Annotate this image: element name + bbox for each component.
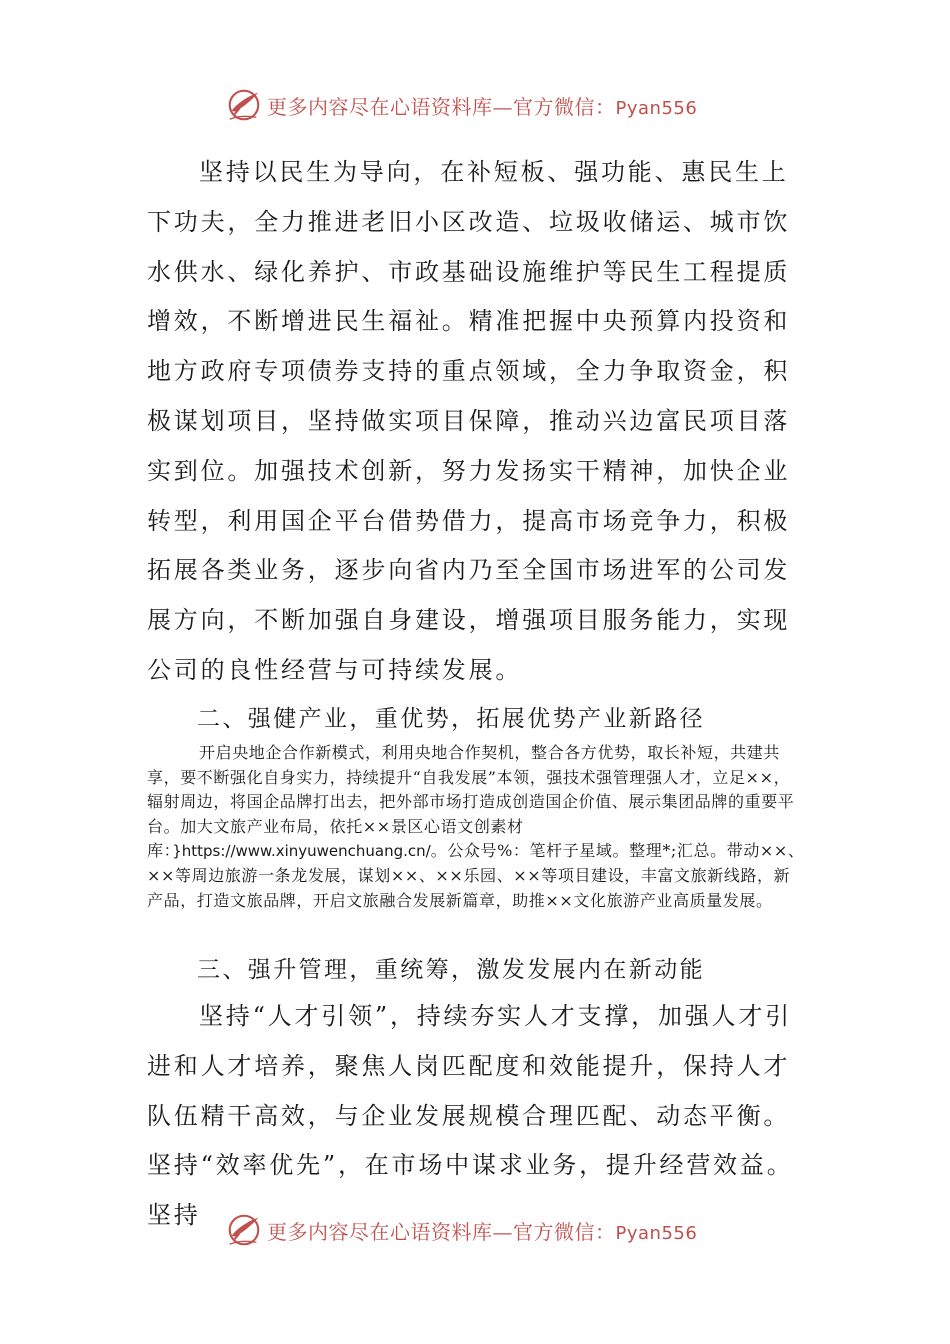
banner-text: 更多内容尽在心语资料库—官方微信：Pyan556 xyxy=(267,94,698,119)
wechat-id: Pyan556 xyxy=(615,1222,698,1244)
paragraph-1: 坚持以民生为导向，在补短板、强功能、惠民生上下功夫，全力推进老旧小区改造、垃圾收储运、城市饮水供水、绿化养护、市政基础设施维护等民生工程提质增效，不断增进民生福祉。精准把握中央预算内投资和地方政府专项债券支持的重点领域，全力争取资金，积极谋划项目，坚持做实项目保障，推动兴边富民项目落实到位。加强技术创新，努力发扬实干精神，加快企业转型，利用国企平台借势借力，提高市场竞争力，积极拓展各类业务，逐步向省内乃至全国市场进军的公司发展方向，不断加强自身建设，增强项目服务能力，实现公司的良性经营与可持续发展。 xyxy=(147,158,791,684)
pen-logo-icon xyxy=(225,86,263,124)
wechat-id: Pyan556 xyxy=(615,97,698,119)
header-banner xyxy=(225,85,745,125)
paragraph-3: 坚持“人才引领”，持续夯实人才支撑，加强人才引进和人才培养，聚焦人岗匹配度和效能提升，保持人才队伍精干高效，与企业发展规模合理匹配、动态平衡。坚持“效率优先”，在市场中谋求业务，提升经营效益。坚持 xyxy=(147,1002,794,1230)
website-url: }https://www.xinyuwenchuang.cn/ xyxy=(172,842,431,861)
footer-banner xyxy=(225,1210,745,1250)
section-heading-3: 三、强升管理，重统筹，激发发展内在新动能 xyxy=(197,957,705,983)
section-heading-2: 二、强健产业，重优势，拓展优势产业新路径 xyxy=(197,706,705,732)
banner-text: 更多内容尽在心语资料库—官方微信：Pyan556 xyxy=(267,1219,698,1244)
pen-logo-icon xyxy=(225,1211,263,1249)
paragraph-2: 开启央地企合作新模式，利用央地合作契机，整合各方优势，取长补短，共建共享，要不断强化自身实力，持续提升“自我发展”本领，强技术强管理强人才，立足××，辐射周边，将国企品牌打出去，把外部市场打造成创造国企价值、展示集团品牌的重要平台。加大文旅产业布局，依托××景区心语文创素材库：}https://www.xinyuwenchuang.cn/。公众号%：笔杆子星域。整理*;汇总。带动××、××等周边旅游一条龙发展，谋划××、××乐园、××等项目建设，丰富文旅新线路，新产品，打造文旅品牌，开启文旅融合发展新篇章，助推××文化旅游产业高质量发展。 xyxy=(147,743,805,910)
